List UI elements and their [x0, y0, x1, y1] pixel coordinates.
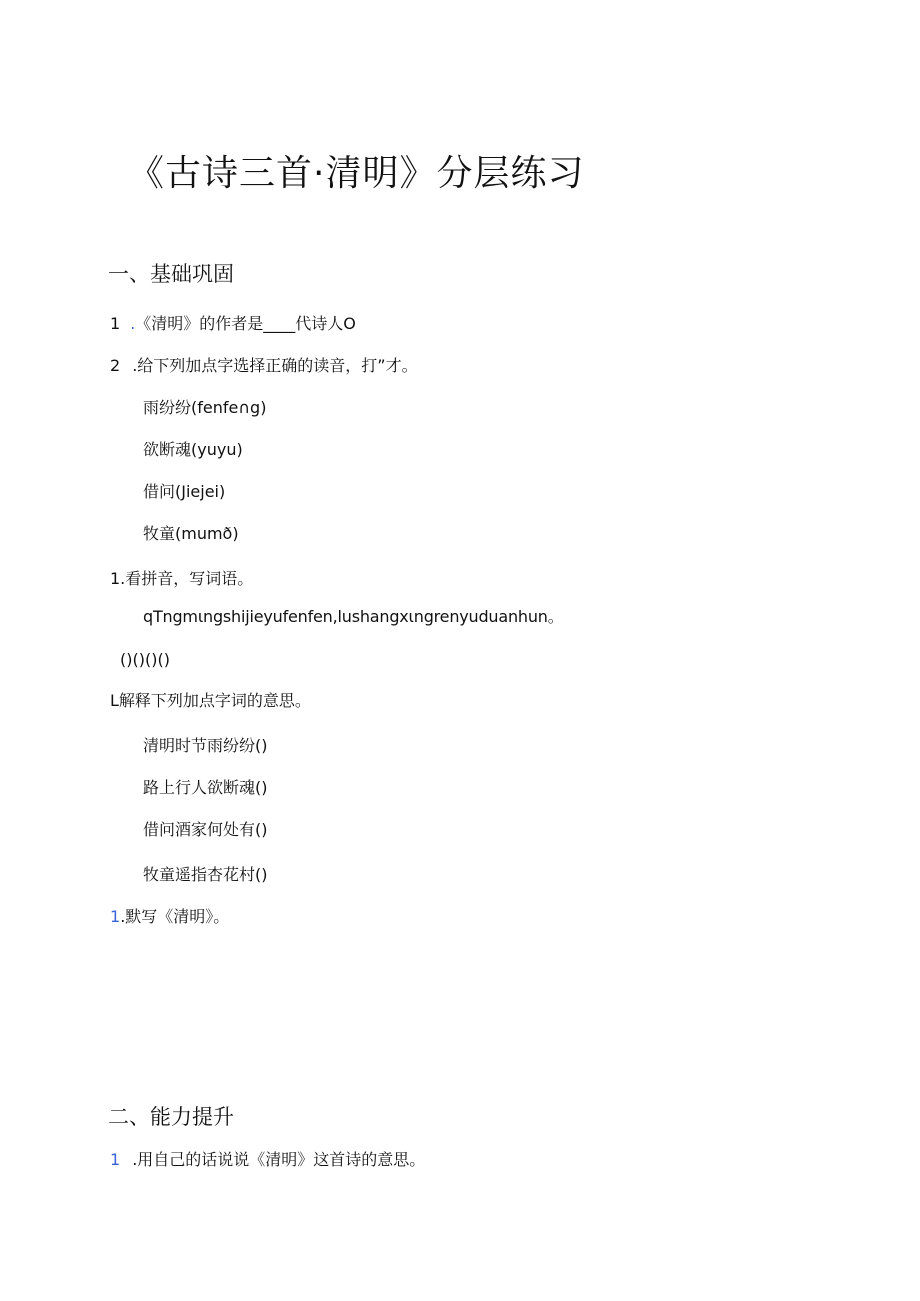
answer-blanks: ()()()() [120, 650, 170, 669]
reading-item: 欲断魂(yuyu) [143, 440, 243, 459]
reading-item: 雨纷纷(fenfe∩g) [143, 398, 267, 417]
poem-line-item: 路上行人欲断魂() [143, 778, 268, 797]
question-2 [110, 356, 418, 376]
question-text: .给下列加点字选择正确的读音，打”才。 [132, 356, 418, 375]
question-number: 1 [110, 1150, 121, 1169]
question-text: .默写《清明》。 [120, 907, 230, 926]
question-number: 2 [110, 356, 121, 375]
question-number: 1 [110, 314, 121, 333]
question-1 [110, 314, 356, 334]
pinyin-line: qTngmιngshijieyufenfen,lushangxιngrenyuduanhun。 [143, 607, 564, 626]
reading-item: 借问(Jiejei) [143, 482, 226, 501]
question-dot: . [130, 314, 136, 333]
question-text: 《清明》的作者是____代诗人O [135, 314, 356, 333]
section-heading-advanced: 二、能力提升 [108, 1105, 234, 1129]
section-heading-basic: 一、基础巩固 [108, 262, 234, 286]
poem-line-item: 借问酒家何处有() [143, 820, 268, 839]
reading-item: 牧童(mumð) [143, 524, 239, 543]
poem-line-item: 牧童遥指杏花村() [143, 865, 268, 884]
page-title: 《古诗三首·清明》分层练习 [128, 153, 585, 194]
poem-line-item: 清明时节雨纷纷() [143, 736, 268, 755]
question-3: 1.看拼音，写词语。 [110, 569, 254, 588]
question-6 [110, 1150, 425, 1170]
question-5 [110, 907, 229, 927]
question-4: L解释下列加点字词的意思。 [110, 691, 311, 710]
question-number: 1 [110, 907, 121, 926]
question-text: .用自己的话说说《清明》这首诗的意思。 [132, 1150, 426, 1169]
